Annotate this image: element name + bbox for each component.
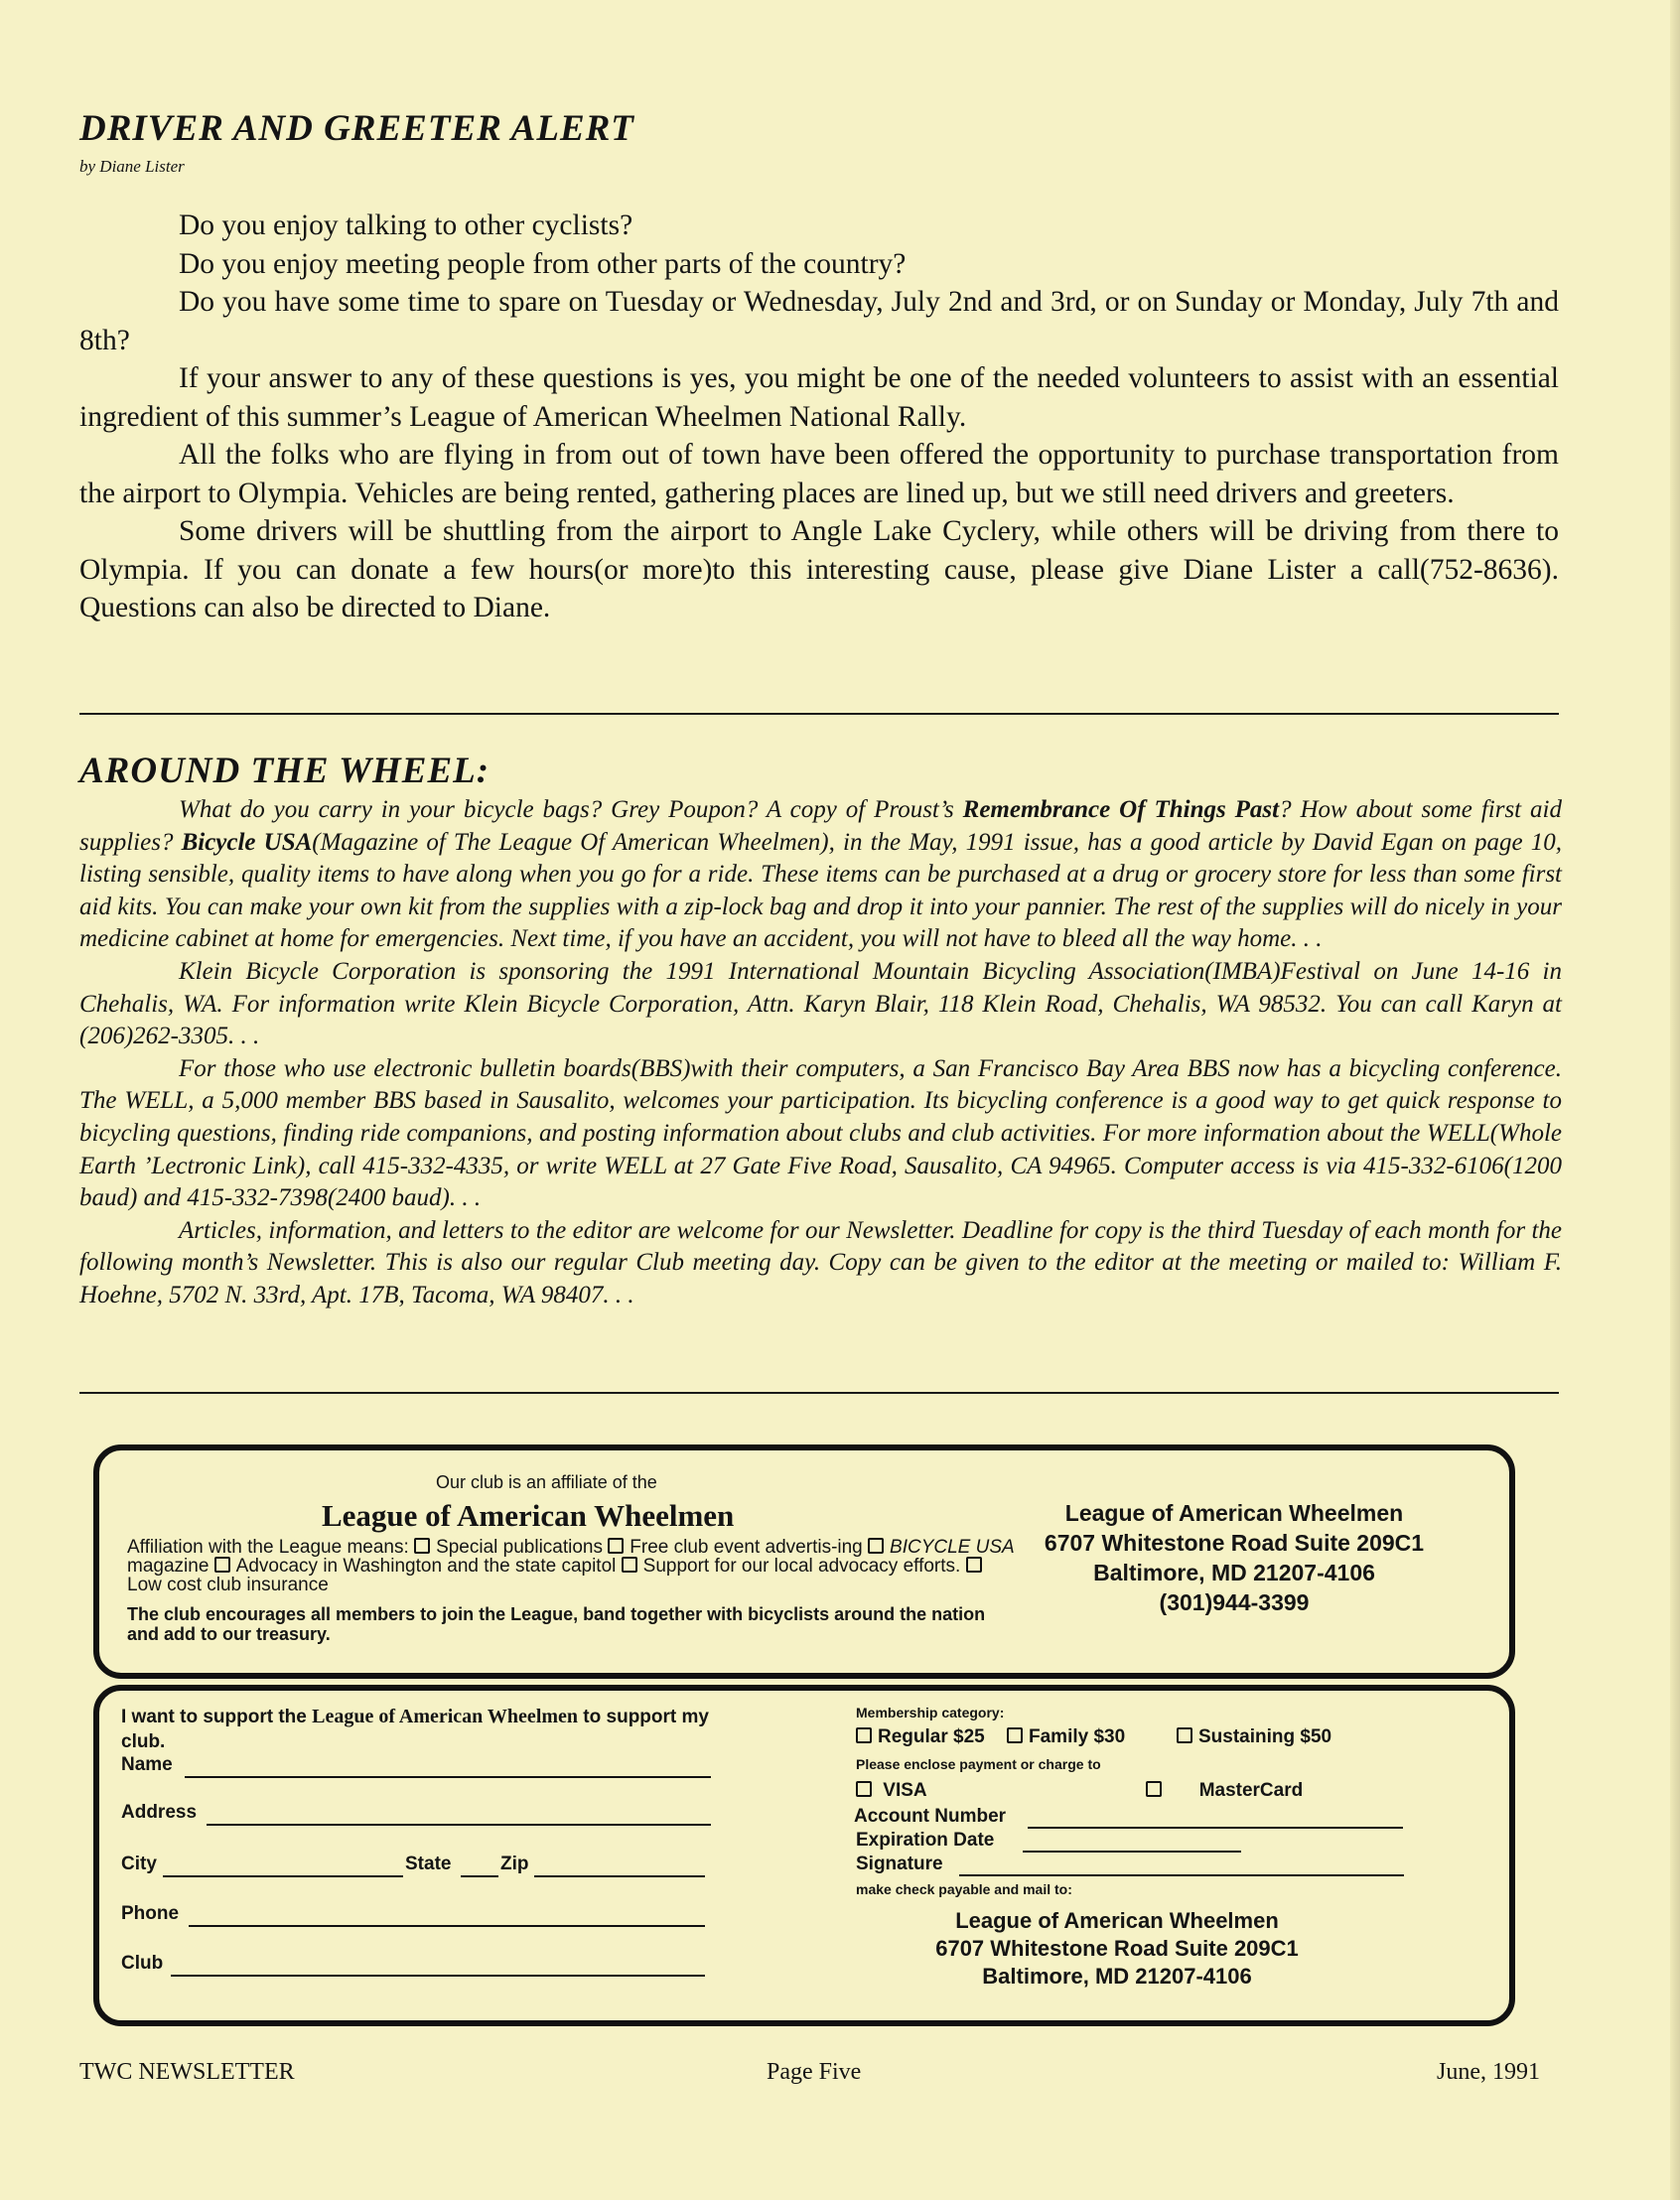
benefit-item: Support for our local advocacy efforts. xyxy=(642,1556,961,1577)
zip-field[interactable] xyxy=(534,1875,705,1877)
benefit-item: Special publications xyxy=(436,1537,604,1558)
checkbox-icon xyxy=(608,1538,624,1554)
address-label: Address xyxy=(121,1802,198,1823)
book-title: Remembrance Of Things Past xyxy=(962,796,1280,823)
footer-date: June, 1991 xyxy=(1437,2059,1540,2085)
address-line: 6707 Whitestone Road Suite 209C1 xyxy=(1044,1530,1425,1556)
checkbox-icon[interactable] xyxy=(1007,1727,1023,1743)
divider-rule xyxy=(79,1392,1559,1394)
affiliation-benefits xyxy=(127,1538,1017,1594)
account-number-label: Account Number xyxy=(854,1806,1007,1827)
mastercard-option[interactable] xyxy=(1146,1780,1303,1802)
checkbox-icon[interactable] xyxy=(1177,1727,1192,1743)
benefit-item: Free club event advertis-ing xyxy=(630,1537,863,1558)
checkbox-icon xyxy=(966,1557,982,1573)
card-label: VISA xyxy=(883,1780,927,1801)
league-name: League of American Wheelmen xyxy=(312,1706,579,1727)
paragraph: All the folks who are flying in from out of town have been offered the opportunity to purchase transportation from the airport to Olympia. Vehicles are being rented, gathering places are lined up, but we still need drivers and greeters. xyxy=(79,439,1559,509)
payment-label: Please enclose payment or charge to xyxy=(856,1756,1101,1772)
paragraph: For those who use electronic bulletin boards(BBS)with their computers, a San Francisco Bay Area BBS now has a bicycling conference. The WELL, a 5,000 member BBS based in Sausalito, welcomes your participation. Its bicycling conference is a good way to get quick response to bicycling questions, finding ride companions, and posting information about clubs and club activities. For more information about the WELL(Whole Earth ’Lectronic Link), call 415-332-4335, or write WELL at 27 Gate Five Road, Sausalito, CA 94965. Computer access is via 415-332-6106(1200 baud) and 415-332-7398(2400 baud). . . xyxy=(79,1054,1562,1212)
expiration-date-label: Expiration Date xyxy=(856,1830,995,1851)
city-label: City xyxy=(121,1854,157,1874)
mail-to-label: make check payable and mail to: xyxy=(856,1881,1072,1897)
address-field[interactable] xyxy=(207,1824,711,1826)
mail-address xyxy=(894,1907,1340,1991)
magazine-title: Bicycle USA xyxy=(181,828,313,856)
article-body-around-the-wheel xyxy=(79,794,1562,1312)
article-body-driver-greeter xyxy=(79,206,1559,627)
encouragement-text: The club encourages all members to join the League, band together with bicyclists around the nation and add to our treasury. xyxy=(127,1604,986,1644)
paragraph xyxy=(79,794,1562,956)
text-run: What do you carry in your bicycle bags? Grey Poupon? A copy of Proust’s xyxy=(179,796,963,823)
paragraph: Do you enjoy talking to other cyclists? xyxy=(179,209,633,241)
paragraph: Klein Bicycle Corporation is sponsoring the 1991 International Mountain Bicycling Association(IMBA)Festival on June 14-16 in Chehalis, WA. For information write Klein Bicycle Corporation, Attn. Karyn Blair, 118 Klein Road, Chehalis, WA 98532. You can call Karyn at (206)262-3305. . . xyxy=(79,957,1562,1050)
paragraph: Some drivers will be shuttling from the airport to Angle Lake Cyclery, while others will be driving from there to Olympia. If you can donate a few hours(or more)to this interesting cause, please give Diane Lister a call(752-8636). Questions can also be directed to Diane. xyxy=(79,515,1559,623)
state-field[interactable] xyxy=(461,1875,498,1877)
text-run: Affiliation with the League means: xyxy=(127,1537,415,1558)
checkbox-icon xyxy=(414,1538,430,1554)
checkbox-icon xyxy=(868,1538,884,1554)
article-title-driver-greeter: DRIVER AND GREETER ALERT xyxy=(79,108,634,149)
league-address xyxy=(1021,1498,1448,1617)
name-field[interactable] xyxy=(185,1776,711,1778)
address-line: League of American Wheelmen xyxy=(955,1908,1279,1933)
affiliate-intro: Our club is an affiliate of the xyxy=(436,1472,657,1492)
affiliate-box xyxy=(93,1444,1515,1679)
phone-field[interactable] xyxy=(189,1925,705,1927)
state-label: State xyxy=(405,1854,452,1874)
card-label: MasterCard xyxy=(1198,1780,1304,1801)
benefit-item: Low cost club insurance xyxy=(127,1575,329,1595)
paragraph: Do you have some time to spare on Tuesday or Wednesday, July 2nd and 3rd, or on Sunday or Monday, July 7th and 8th? xyxy=(79,286,1559,356)
phone-number: (301)944-3399 xyxy=(1159,1589,1310,1615)
address-line: Baltimore, MD 21207-4106 xyxy=(1093,1560,1375,1585)
text-run: (Magazine of The League Of American Wheelmen), in the May, 1991 issue, has a good article by David Egan on page 10, listing sensible, quality items to have along when you go for a ride. These items can be purchased at a drug or grocery store for less than some first aid kits. You can make your own kit from the supplies with a zip-lock bag and drop it into your pannier. The rest of the supplies will do nicely in your medicine cabinet at home for emergencies. Next time, if you have an accident, you will not have to bleed all the way home. . . xyxy=(79,828,1562,953)
city-field[interactable] xyxy=(163,1875,403,1877)
footer-page-number: Page Five xyxy=(767,2059,862,2085)
page-edge xyxy=(1670,0,1680,2200)
category-family[interactable] xyxy=(1007,1726,1125,1748)
category-label: Family $30 xyxy=(1029,1726,1126,1747)
affiliate-title: League of American Wheelmen xyxy=(322,1498,735,1533)
checkbox-icon[interactable] xyxy=(856,1781,872,1797)
account-number-field[interactable] xyxy=(1028,1827,1403,1829)
benefit-item: Advocacy in Washington and the state capitol xyxy=(235,1556,617,1577)
paragraph: Articles, information, and letters to the editor are welcome for our Newsletter. Deadline for copy is the third Tuesday of each month for the following month’s Newsletter. This is also our regular Club meeting day. Copy can be given to the editor at the meeting or mailed to: William F. Hoehne, 5702 N. 33rd, Apt. 17B, Tacoma, WA 98407. . . xyxy=(79,1216,1562,1308)
membership-form xyxy=(93,1685,1515,2026)
benefit-item: magazine xyxy=(127,1556,210,1577)
visa-option[interactable] xyxy=(856,1780,927,1802)
divider-rule xyxy=(79,713,1559,715)
paragraph: If your answer to any of these questions is yes, you might be one of the needed volunteers to assist with an essential ingredient of this summer’s League of American Wheelmen National Rally. xyxy=(79,362,1559,433)
address-line: Baltimore, MD 21207-4106 xyxy=(982,1964,1252,1989)
category-regular[interactable] xyxy=(856,1726,985,1748)
signature-field[interactable] xyxy=(959,1874,1404,1876)
checkbox-icon xyxy=(214,1557,230,1573)
checkbox-icon[interactable] xyxy=(856,1727,872,1743)
category-label: Sustaining $50 xyxy=(1198,1726,1332,1747)
support-statement xyxy=(121,1705,727,1754)
benefit-item: BICYCLE USA xyxy=(890,1537,1015,1558)
zip-label: Zip xyxy=(500,1854,529,1874)
club-field[interactable] xyxy=(171,1975,705,1977)
footer-newsletter-name: TWC NEWSLETTER xyxy=(79,2059,295,2085)
text-run: to support my club. xyxy=(121,1707,709,1752)
checkbox-icon xyxy=(622,1557,637,1573)
expiration-date-field[interactable] xyxy=(1023,1851,1241,1853)
article-title-around-the-wheel: AROUND THE WHEEL: xyxy=(79,751,490,791)
category-sustaining[interactable] xyxy=(1177,1726,1331,1748)
byline: by Diane Lister xyxy=(79,157,185,176)
category-label: Regular $25 xyxy=(878,1726,985,1747)
address-line: 6707 Whitestone Road Suite 209C1 xyxy=(935,1936,1299,1961)
name-label: Name xyxy=(121,1754,173,1775)
club-label: Club xyxy=(121,1953,164,1974)
text-run: ? How about some first aid supplies? xyxy=(79,796,1562,856)
address-line: League of American Wheelmen xyxy=(1064,1500,1404,1526)
text-run: I want to support the xyxy=(121,1707,313,1727)
phone-label: Phone xyxy=(121,1903,180,1924)
membership-category-label: Membership category: xyxy=(856,1705,1005,1720)
signature-label: Signature xyxy=(856,1854,943,1874)
paragraph: Do you enjoy meeting people from other parts of the country? xyxy=(179,247,907,280)
checkbox-icon[interactable] xyxy=(1146,1781,1162,1797)
